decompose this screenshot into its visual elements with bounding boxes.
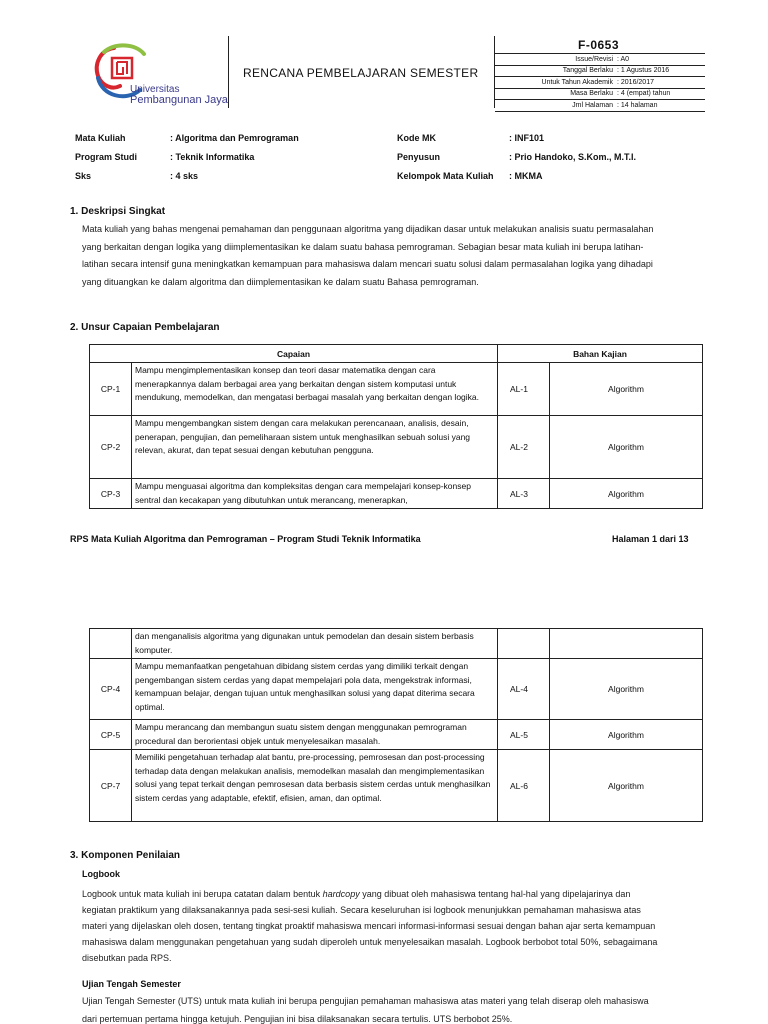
meta-value: : 1 Agustus 2016 <box>615 65 705 77</box>
study-program-label: Program Studi <box>75 152 138 162</box>
university-name <box>130 84 228 106</box>
credits-label: Sks <box>75 171 92 181</box>
document-meta-table <box>495 53 705 112</box>
cp-description: dan menganalisis algoritma yang digunakan untuk pemodelan dan desain sistem berbasis komputer. <box>132 629 498 659</box>
meta-value: : 14 halaman <box>615 100 705 112</box>
description-paragraph <box>82 221 712 291</box>
course-group-label: Kelompok Mata Kuliah <box>397 171 494 181</box>
logbook-line: disebutkan pada RPS. <box>82 953 172 963</box>
cp-description: Mampu menguasai algoritma dan kompleksitas dengan cara mempelajari konsep-konsep sentral dan kecakapan yang dibutuhkan untuk merancang, menerapkan, <box>132 479 498 509</box>
cp-code <box>90 629 132 659</box>
logbook-line: materi yang dijelaskan oleh dosen, tentang tingkat proaktif mahasiswa mencari informasi-informasi sesuai dengan bahan ajar serta kemampuan <box>82 921 656 931</box>
form-code: F-0653 <box>578 38 620 52</box>
column-header-bahan-kajian: Bahan Kajian <box>498 345 703 363</box>
cp-description: Mampu mengimplementasikan konsep dan teori dasar matematika dengan cara menerapkannya dalam berbagai area yang berkaitan dengan sistem komputasi untuk mendukung, memodelkan, dan mengatasi berbagai masalah yang berkaitan dengan logika. <box>132 363 498 416</box>
table-header-row <box>90 345 703 363</box>
al-code: AL-4 <box>498 659 550 720</box>
logbook-text: Logbook untuk mata kuliah ini berupa catatan dalam bentuk <box>82 889 323 899</box>
cp-code: CP-4 <box>90 659 132 720</box>
logbook-title: Logbook <box>82 869 120 879</box>
uts-paragraph <box>82 992 712 1024</box>
meta-label: Masa Berlaku <box>495 88 615 100</box>
logbook-text: yang dibuat oleh mahasiswa tentang hal-hal yang dipelajarinya dan <box>359 889 631 899</box>
logbook-paragraph <box>82 886 712 966</box>
description-line: latihan secara intensif guna meningkatkan kemampuan para mahasiswa dalam mencari suatu solusi dalam permasalahan logika yang dihadapi <box>82 259 653 269</box>
course-name-value: : Algoritma dan Pemrograman <box>170 133 299 143</box>
cp-description: Mampu mengembangkan sistem dengan cara melakukan perencanaan, analisis, desain, penerapan, pengujian, dan pemeliharaan sistem untuk menghasilkan sebuah solusi yang relevan, akurat, dan tepat sesuai dengan kebutuhan pengguna. <box>132 416 498 479</box>
al-code: AL-3 <box>498 479 550 509</box>
course-code-value: : INF101 <box>509 133 545 143</box>
uts-line: dari pertemuan pertama hingga ketujuh. Pengujian ini bisa dilaksanakan secara tertulis. UTS berbobot 25%. <box>82 1014 513 1024</box>
logbook-line <box>82 886 712 902</box>
meta-row <box>495 88 705 100</box>
author-value: : Prio Handoko, S.Kom., M.T.I. <box>509 152 637 162</box>
cp-description: Memiliki pengetahuan terhadap alat bantu, pre-processing, pemrosesan dan post-processing terhadap data dengan melakukan analisis, memodelkan masalah dan mengimplementasikan solusi yang tepat terkait dengan pemrosesan data berbasis sistem cerdas untuk menghasilkan sistem cerdas yang adaptable, efektif, efisien, aman, dan optimal. <box>132 750 498 822</box>
bahan-kajian: Algorithm <box>550 659 703 720</box>
logbook-emphasis: hardcopy <box>322 889 360 899</box>
description-line: yang berkaitan dengan logika yang diimplementasikan ke dalam suatu bahasa pemrograman. Sebagian besar mata kuliah ini berupa latihan- <box>82 241 644 252</box>
course-group-value: : MKMA <box>509 171 543 181</box>
meta-row <box>495 100 705 112</box>
column-header-capaian: Capaian <box>90 345 498 363</box>
page-footer-left: RPS Mata Kuliah Algoritma dan Pemrograman – Program Studi Teknik Informatika <box>70 534 421 544</box>
university-line1: Universitas <box>130 84 180 95</box>
meta-label: Issue/Revisi <box>495 54 615 66</box>
al-code <box>498 629 550 659</box>
table-row <box>90 750 703 822</box>
logbook-line: mahasiswa dalam menggunakan pengetahuan yang sudah diperoleh untuk menyelesaikan masalah. Logbook berbobot total 50%, sebagaimana <box>82 937 658 947</box>
cp-description: Mampu merancang dan membangun suatu sistem dengan menggunakan pemrograman procedural dan berorientasi objek untuk menyelesaikan masalah. <box>132 720 498 750</box>
bahan-kajian: Algorithm <box>550 363 703 416</box>
study-program-value: : Teknik Informatika <box>170 152 255 162</box>
table-row <box>90 363 703 416</box>
credits-value: : 4 sks <box>170 171 199 181</box>
cp-code: CP-3 <box>90 479 132 509</box>
learning-outcomes-table <box>89 344 703 509</box>
description-line: yang dituangkan ke dalam algoritma dan diimplementasikan ke dalam suatu Bahasa pemrograman. <box>82 276 479 287</box>
page-number: Halaman 1 dari 13 <box>612 534 689 544</box>
meta-value: : 4 (empat) tahun <box>615 88 705 100</box>
bahan-kajian: Algorithm <box>550 720 703 750</box>
meta-label: Untuk Tahun Akademik <box>495 77 615 89</box>
course-name-label: Mata Kuliah <box>75 133 126 143</box>
learning-outcomes-table-continued <box>89 628 703 822</box>
al-code: AL-2 <box>498 416 550 479</box>
table-row <box>90 720 703 750</box>
description-line: Mata kuliah yang bahas mengenai pemahaman dan penggunaan algoritma yang dijadikan dasar untuk melakukan analisis suatu permasalahan <box>82 224 654 234</box>
table-row <box>90 416 703 479</box>
bahan-kajian: Algorithm <box>550 479 703 509</box>
section-title-learning-outcomes: 2. Unsur Capaian Pembelajaran <box>70 322 220 333</box>
meta-value: : A0 <box>615 54 705 66</box>
meta-row <box>495 77 705 89</box>
meta-label: Tanggal Berlaku <box>495 65 615 77</box>
bahan-kajian <box>550 629 703 659</box>
cp-code: CP-5 <box>90 720 132 750</box>
table-row <box>90 479 703 509</box>
uts-line: Ujian Tengah Semester (UTS) untuk mata kuliah ini berupa pengujian pemahaman mahasiswa atas materi yang telah diserap oleh mahasiswa <box>82 996 649 1006</box>
cp-code: CP-7 <box>90 750 132 822</box>
cp-code: CP-1 <box>90 363 132 416</box>
author-label: Penyusun <box>397 152 441 162</box>
course-code-label: Kode MK <box>397 133 436 143</box>
meta-row <box>495 65 705 77</box>
section-title-assessment: 3. Komponen Penilaian <box>70 850 181 861</box>
uts-title: Ujian Tengah Semester <box>82 979 181 989</box>
meta-row <box>495 54 705 66</box>
al-code: AL-1 <box>498 363 550 416</box>
table-row <box>90 629 703 659</box>
university-line2: Pembangunan Jaya <box>130 94 228 106</box>
meta-label: Jml Halaman <box>495 100 615 112</box>
header-divider-left <box>228 36 229 108</box>
document-title: RENCANA PEMBELAJARAN SEMESTER <box>243 66 479 80</box>
meta-value: : 2016/2017 <box>615 77 705 89</box>
section-title-description: 1. Deskripsi Singkat <box>70 206 166 217</box>
table-row <box>90 659 703 720</box>
logbook-line: kegiatan praktikum yang dilaksanakannya pada sesi-sesi kuliah. Secara keseluruhan isi logbook menunjukkan pemahaman mahasiswa atas <box>82 905 641 915</box>
cp-code: CP-2 <box>90 416 132 479</box>
al-code: AL-6 <box>498 750 550 822</box>
bahan-kajian: Algorithm <box>550 750 703 822</box>
cp-description: Mampu memanfaatkan pengetahuan dibidang sistem cerdas yang dimiliki terkait dengan pengembangan sistem cerdas yang dapat mempelajari pola data, mengekstrak informasi, kemampuan belajar, dengan tujuan untuk menghasilkan solusi yang dapat diterima secara optimal. <box>132 659 498 720</box>
bahan-kajian: Algorithm <box>550 416 703 479</box>
al-code: AL-5 <box>498 720 550 750</box>
